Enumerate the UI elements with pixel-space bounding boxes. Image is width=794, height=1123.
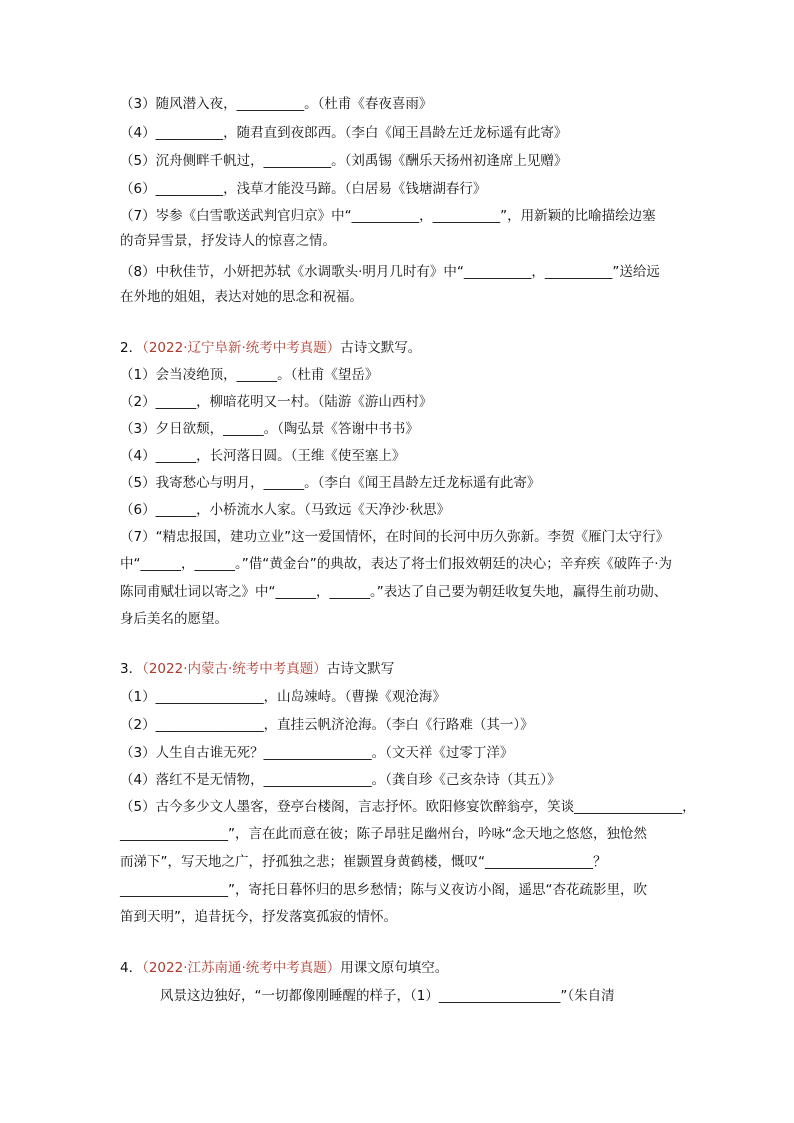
text-line: （5）沉舟侧畔千帆过，__________。（刘禹锡《酬乐天扬州初逢席上见赠》 bbox=[120, 153, 568, 169]
text-line: （7）“精忠报国，建功立业”这一爱国情怀，在时间的长河中历久弥新。李贺《雁门太守行》 bbox=[120, 529, 670, 545]
text-line: 在外地的姐姐，表达对她的思念和祝福。 bbox=[120, 289, 363, 305]
question-source: （2022·辽宁阜新·统考中考真题） bbox=[142, 340, 341, 356]
text-line: （6）__________，浅草才能没马蹄。（白居易《钱塘湖春行》 bbox=[120, 181, 487, 197]
question-source: （2022·江苏南通·统考中考真题） bbox=[142, 960, 341, 976]
question-instruction: 古诗文默写。 bbox=[340, 340, 422, 356]
text-line: （1）会当凌绝顶，______。（杜甫《望岳》 bbox=[120, 367, 379, 383]
text-line: （8）中秋佳节，小妍把苏轼《水调歌头·明月几时有》中“__________，__________”送给远 bbox=[120, 264, 660, 280]
question-instruction: 用课文原句填空。 bbox=[340, 960, 449, 976]
text-line: 身后美名的愿望。 bbox=[120, 611, 228, 627]
text-line: （4）__________，随君直到夜郎西。（李白《闻王昌龄左迁龙标遥有此寄》 bbox=[120, 125, 568, 141]
text-line: 风景这边独好，“一切都像刚睡醒的样子，（1）__________________”（朱自清 bbox=[160, 988, 615, 1004]
text-line: 而涕下”，写天地之广，抒孤独之悲；崔颢置身黄鹤楼，慨叹“________________？ bbox=[120, 854, 607, 870]
text-line: （6）______，小桥流水人家。（马致远《天净沙·秋思》 bbox=[120, 502, 451, 518]
question-number: 4． bbox=[120, 960, 143, 976]
text-line: 中“______，______。”借“黄金台”的典故，表达了将士们报效朝廷的决心；辛弃疾《破阵子·为 bbox=[120, 556, 673, 572]
question-number: 2． bbox=[120, 340, 143, 356]
text-line: （5）我寄愁心与明月，______。（李白《闻王昌龄左迁龙标遥有此寄》 bbox=[120, 475, 541, 491]
text-line: （5）古今多少文人墨客，登亭台楼阁，言志抒怀。欧阳修宴饮醉翁亭，笑谈________________， bbox=[120, 799, 696, 815]
text-line: 笛到天明”，追昔抚今，抒发落寞孤寂的情怀。 bbox=[120, 909, 397, 925]
text-line: （4）______，长河落日圆。（王维《使至塞上》 bbox=[120, 448, 406, 464]
text-line: （2）________________，直挂云帆济沧海。（李白《行路难（其一）》 bbox=[120, 717, 534, 733]
text-line: （4）落红不是无情物，________________。（龚自珍《己亥杂诗（其五）》 bbox=[120, 772, 561, 788]
text-line: （1）________________，山岛竦峙。（曹操《观沧海》 bbox=[120, 689, 446, 705]
question-header bbox=[120, 958, 448, 978]
text-line: （3）人生自古谁无死？________________。（文天祥《过零丁洋》 bbox=[120, 745, 514, 761]
text-line: （7）岑参《白雪歌送武判官归京》中“__________，__________”，用新颖的比喻描绘边塞 bbox=[120, 208, 656, 224]
text-line: （3）随风潜入夜，__________。（杜甫《春夜喜雨》 bbox=[120, 96, 433, 112]
question-header bbox=[120, 659, 394, 679]
text-line: ________________”，寄托日暮怀归的思乡愁情；陈与义夜访小阁，遥思“杏花疏影里，吹 bbox=[120, 882, 647, 898]
question-source: （2022·内蒙古·统考中考真题） bbox=[142, 661, 327, 677]
question-instruction: 古诗文默写 bbox=[326, 661, 395, 677]
text-line: 的奇异雪景，抒发诗人的惊喜之情。 bbox=[120, 233, 336, 249]
question-number: 3． bbox=[120, 661, 143, 677]
question-header bbox=[120, 338, 421, 358]
text-line: ________________”，言在此而意在彼；陈子昂驻足幽州台，吟咏“念天地之悠悠，独怆然 bbox=[120, 826, 647, 842]
text-line: 陈同甫赋壮词以寄之》中“______，______。”表达了自己要为朝廷收复失地，赢得生前功勋、 bbox=[120, 584, 668, 600]
text-line: （3）夕日欲颓，______。（陶弘景《答谢中书书》 bbox=[120, 421, 419, 437]
text-line: （2）______，柳暗花明又一村。（陆游《游山西村》 bbox=[120, 394, 433, 410]
